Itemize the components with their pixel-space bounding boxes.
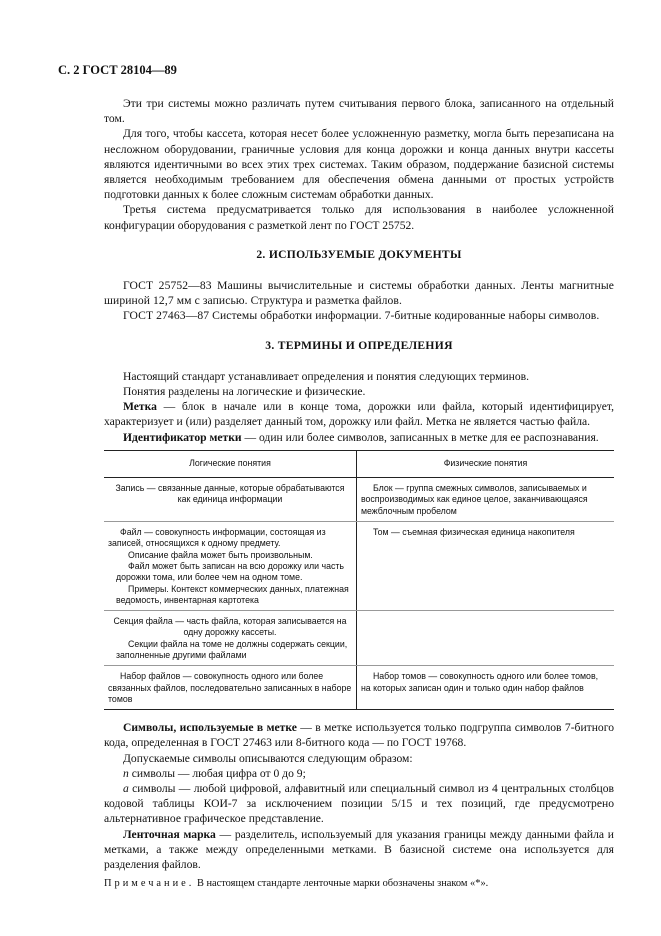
cell-file-section-note: Секции файла на томе не должны содержать секции, заполненные другими файлами <box>116 638 348 661</box>
cell-empty <box>356 611 614 666</box>
table-row <box>104 522 614 611</box>
definition-label-text: — блок в начале или в конце тома, дорожки или файла, который идентифицирует, характеризует и (или) разделяет данный том, дорожку или файл. Метка не является частью файла. <box>104 400 614 429</box>
definition-label <box>104 399 614 429</box>
cell-file-main: Файл — совокупность информации, состоящая из записей, относящихся к одному предмету. <box>108 527 326 549</box>
note-label: Примечание. <box>104 878 195 890</box>
section-3-paragraph-2: Понятия разделены на логические и физические. <box>123 385 366 399</box>
symbols-n-text: символы — любая цифра от 0 до 9; <box>128 766 306 780</box>
note-text: В настоящем стандарте ленточные марки обозначены знаком «*». <box>194 878 489 890</box>
doc-ref-gost-27463: ГОСТ 27463—87 Системы обработки информации. 7-битные кодированные наборы символов. <box>123 309 600 323</box>
cell-record: Запись — связанные данные, которые обрабатываются как единица информации <box>104 478 356 522</box>
note <box>104 876 614 891</box>
symbols-n <box>104 766 614 781</box>
definition-tape-mark <box>104 827 614 873</box>
symbols-a-letter: a <box>123 782 129 796</box>
table-row <box>104 611 614 666</box>
table-row <box>104 478 614 522</box>
definition-label-symbols-text: — в метке используется только подгруппа символов 7-битного кода, определенная в ГОСТ 27463 или 8-битного кода — по ГОСТ 19768. <box>104 721 614 750</box>
definition-label-identifier <box>104 430 614 445</box>
cell-file-examples: Примеры. Контекст коммерческих данных, платежная ведомость, инвентарная картотека <box>116 583 349 605</box>
cell-file-section-main: Секция файла — часть файла, которая записывается на одну дорожку кассеты. <box>113 616 347 638</box>
doc-ref-gost-25752: ГОСТ 25752—83 Машины вычислительные и системы обработки данных. Ленты магнитные шириной 12,7 мм с записью. Структура и разметка файлов. <box>104 279 614 308</box>
intro-paragraph-2: Для того, чтобы кассета, которая несет более усложненную разметку, могла быть перезаписана на несложном оборудовании, граничные условия для конца дорожки и конца данных внутри кассеты являются идентичными во всех этих трех системах. Таким образом, поддержание базисной системы является необходимым требованием для обеспечения обмена данными от простых устройств подготовки данных к более сложным системам обработки данных. <box>104 127 614 202</box>
cell-file-note-1: Описание файла может быть произвольным. <box>128 549 313 560</box>
term-label: Метка <box>123 400 157 414</box>
intro-paragraph-1: Эти три системы можно различать путем считывания первого блока, записанного на отдельный том. <box>104 97 614 126</box>
definition-label-identifier-text: — один или более символов, записанных в метке для ее распознавания. <box>241 430 599 444</box>
cell-block: Блок — группа смежных символов, записываемых и воспроизводимых как единое целое, заканчивающаяся межблочным пробелом <box>356 478 614 522</box>
section-3-paragraph-1: Настоящий стандарт устанавливает определения и понятия следующих терминов. <box>123 369 530 383</box>
symbols-a <box>104 781 614 827</box>
cell-file <box>104 522 356 611</box>
page-header: С. 2 ГОСТ 28104—89 <box>58 63 177 77</box>
cell-file-set: Набор файлов — совокупность одного или более связанных файлов, последовательно записанных в наборе томов <box>104 666 356 710</box>
symbols-n-letter: n <box>123 766 129 780</box>
term-label-symbols: Символы, используемые в метке <box>123 721 297 735</box>
column-header-logical: Логические понятия <box>104 450 356 477</box>
concepts-table <box>104 450 614 710</box>
cell-file-note-2: Файл может быть записан на всю дорожку или часть дорожки тома, или более чем на одном томе. <box>116 560 344 583</box>
symbols-a-text: символы — любой цифровой, алфавитный или специальный символ из 4 центральных столбцов кодовой таблицы КОИ-7 за исключением позиции 5/15 и тех позиций, где предусмотрено альтернативное графическое представление. <box>104 782 614 826</box>
section-3-title: 3. ТЕРМИНЫ И ОПРЕДЕЛЕНИЯ <box>265 338 453 352</box>
section-2-title: 2. ИСПОЛЬЗУЕМЫЕ ДОКУМЕНТЫ <box>256 247 462 261</box>
cell-volume: Том — съемная физическая единица накопителя <box>356 522 614 611</box>
term-tape-mark: Ленточная марка <box>123 827 216 841</box>
term-label-identifier: Идентификатор метки <box>123 430 242 444</box>
table-row <box>104 666 614 710</box>
intro-paragraph-3: Третья система предусматривается только для использования в наиболее усложненной конфигурации оборудования с разметкой лент по ГОСТ 25752. <box>104 203 614 232</box>
cell-volume-set: Набор томов — совокупность одного или более томов, на которых записан один и только один набор файлов <box>356 666 614 710</box>
column-header-physical: Физические понятия <box>356 450 614 477</box>
cell-file-section <box>104 611 356 666</box>
page-body <box>104 96 614 891</box>
definition-label-symbols <box>104 720 614 750</box>
allowed-symbols-intro: Допускаемые символы описываются следующим образом: <box>123 751 413 765</box>
definition-tape-mark-text: — разделитель, используемый для указания границы между данными файла и метками, а также между определенными метками. В базисной системе она используется для разделения файлов. <box>104 827 614 872</box>
